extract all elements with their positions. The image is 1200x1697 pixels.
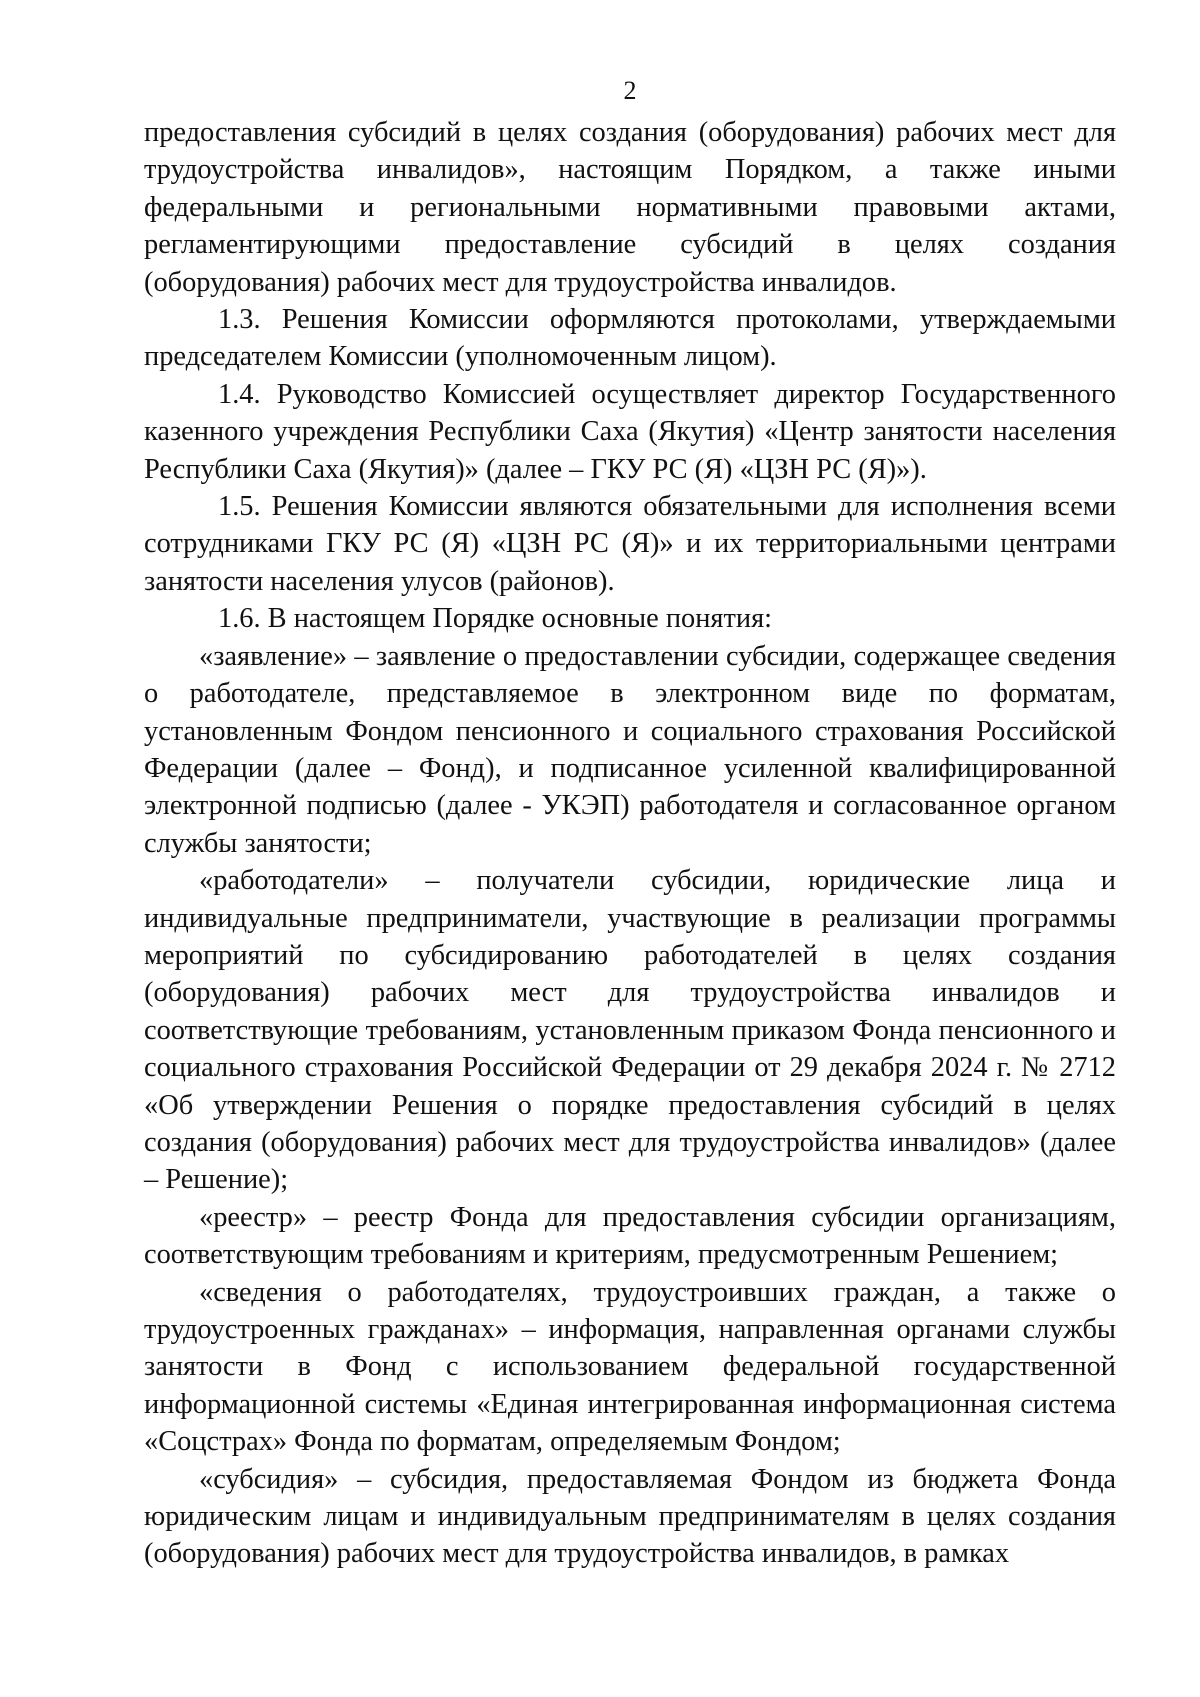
definition-rabotodateli: «работодатели» – получатели субсидии, юридические лица и индивидуальные предприниматели, участвующие в реализации программы мероприятий по субсидированию работодателей в целях создания (оборудования) рабочих мест для трудоустройства инвалидов и соответствующие требованиям, установленным приказом Фонда пенсионного и социального страхования Российской Федерации от 29 декабря 2024 г. № 2712 «Об утверждении Решения о порядке предоставления субсидий в целях создания (оборудования) рабочих мест для трудоустройства инвалидов» (далее – Решение); xyxy=(144,865,1116,1196)
paragraph-1-6: 1.6. В настоящем Порядке основные понятия: xyxy=(218,603,773,635)
definition-svedeniya: «сведения о работодателях, трудоустроивших граждан, а также о трудоустроенных гражданах» – информация, направленная органами службы занятости в Фонд с использованием федеральной государственной информационной системы «Единая интегрированная информационная система «Соцстрах» Фонда по форматам, определяемым Фондом; xyxy=(144,1276,1116,1458)
paragraph-1-4: 1.4. Руководство Комиссией осуществляет директор Государственного казенного учреждения Республики Саха (Якутия) «Центр занятости населения Республики Саха (Якутия)» (далее – ГКУ РС (Я) «ЦЗН РС (Я)»). xyxy=(144,378,1116,485)
paragraph-1-3: 1.3. Решения Комиссии оформляются протоколами, утверждаемыми председателем Комиссии (уполномоченным лицом). xyxy=(144,304,1116,373)
document-page xyxy=(144,0,1116,1697)
paragraph-1-5: 1.5. Решения Комиссии являются обязательными для исполнения всеми сотрудниками ГКУ РС (Я) «ЦЗН РС (Я)» и их территориальными центрами занятости населения улусов (районов). xyxy=(144,491,1116,597)
paragraph-continuation: предоставления субсидий в целях создания (оборудования) рабочих мест для трудоустройства инвалидов», настоящим Порядком, а также иными федеральными и региональными нормативными правовыми актами, регламентирующими предоставление субсидий в целях создания (оборудования) рабочих мест для трудоустройства инвалидов. xyxy=(144,117,1116,298)
definition-subsidiya: «субсидия» – субсидия, предоставляемая Фондом из бюджета Фонда юридическим лицам и индивидуальным предпринимателям в целях создания (оборудования) рабочих мест для трудоустройства инвалидов, в рамках xyxy=(144,1463,1116,1570)
definition-reestr: «реестр» – реестр Фонда для предоставления субсидии организациям, соответствующим требованиям и критериям, предусмотренным Решением; xyxy=(144,1201,1116,1271)
document-body xyxy=(144,114,1116,1573)
page-number: 2 xyxy=(623,76,637,105)
definition-zayavlenie: «заявление» – заявление о предоставлении субсидии, содержащее сведения о работодателе, представляемое в электронном виде по форматам, установленным Фондом пенсионного и социального страхования Российской Федерации (далее – Фонд), и подписанное усиленной квалифицированной электронной подписью (далее - УКЭП) работодателя и согласованное органом службы занятости; xyxy=(144,640,1116,859)
